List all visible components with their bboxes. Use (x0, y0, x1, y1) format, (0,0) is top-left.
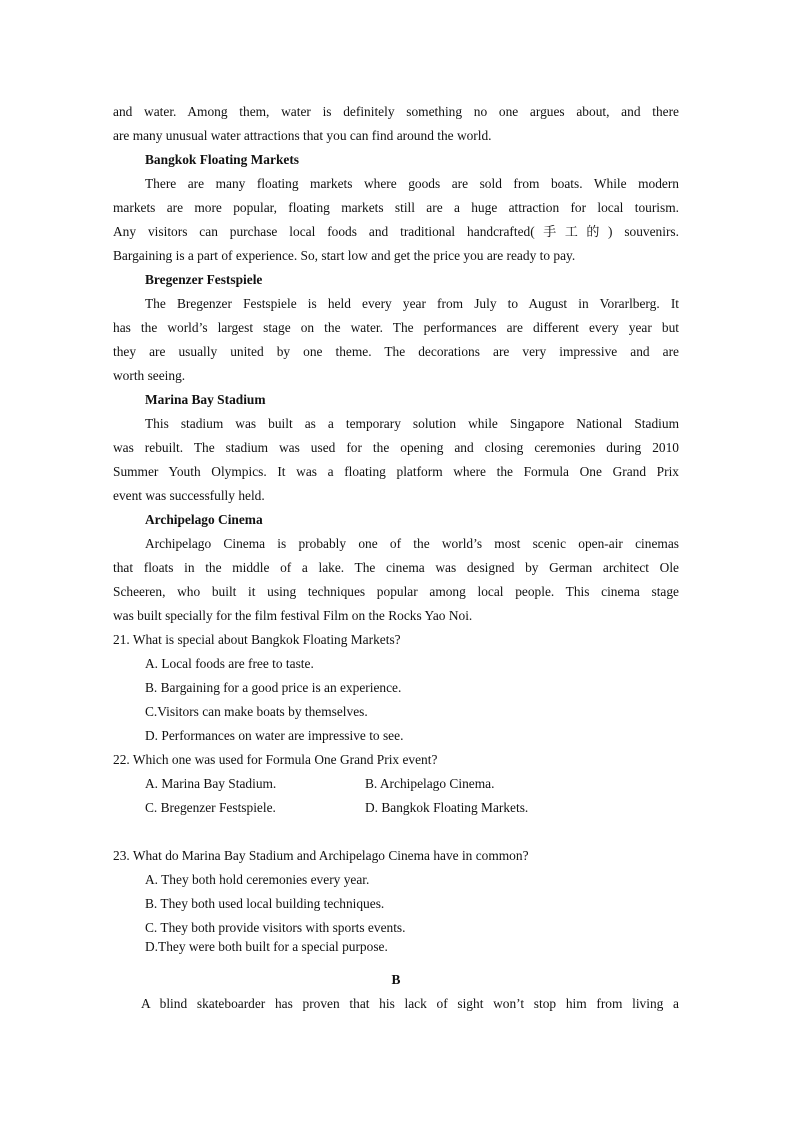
bregenzer-line-1: The Bregenzer Festspiele is held every year from July to August in Vorarlberg. It (145, 296, 679, 311)
bangkok-line-1: There are many floating markets where goods are sold from boats. While modern (145, 176, 679, 191)
bangkok-line-2: markets are more popular, floating markets still are a huge attraction for local tourism. (113, 200, 679, 215)
part-b-line-1: A blind skateboarder has proven that his lack of sight won’t stop him from living a (141, 996, 679, 1011)
chinese-gloss: 手工的 (534, 225, 608, 240)
bregenzer-line-3: they are usually united by one theme. The decorations are very impressive and are (113, 344, 679, 359)
bregenzer-line-4: worth seeing. (113, 368, 186, 383)
section-title-bangkok: Bangkok Floating Markets (145, 152, 300, 167)
question-21-option-d: D. Performances on water are impressive to see. (145, 728, 404, 743)
question-23-stem: 23. What do Marina Bay Stadium and Archipelago Cinema have in common? (113, 848, 529, 863)
question-23-option-c: C. They both provide visitors with sports events. (145, 920, 406, 935)
question-22-row-1 (113, 772, 679, 796)
intro-line-2: are many unusual water attractions that you can find around the world. (113, 128, 492, 143)
question-22-row-2 (113, 796, 679, 820)
marina-line-4: event was successfully held. (113, 488, 265, 503)
marina-line-1: This stadium was built as a temporary solution while Singapore National Stadium (145, 416, 679, 431)
bangkok-line-3-a: Any visitors can purchase local foods and traditional handcrafted( (113, 224, 535, 239)
section-title-archipelago: Archipelago Cinema (145, 512, 263, 527)
marina-line-2: was rebuilt. The stadium was used for the opening and closing ceremonies during 2010 (113, 440, 679, 455)
question-23-option-b: B. They both used local building techniques. (145, 896, 385, 911)
question-23-option-d: D.They were both built for a special purpose. (145, 939, 388, 954)
bangkok-line-3-b: ) souvenirs. (607, 224, 679, 239)
archipelago-line-4: was built specially for the film festival Film on the Rocks Yao Noi. (113, 608, 473, 623)
question-22-stem: 22. Which one was used for Formula One Grand Prix event? (113, 752, 438, 767)
question-21-option-b: B. Bargaining for a good price is an experience. (145, 680, 402, 695)
intro-line-1: and water. Among them, water is definitely something no one argues about, and there (113, 104, 679, 119)
archipelago-line-3: Scheeren, who built it using techniques popular among local people. This cinema stage (113, 584, 679, 599)
section-title-bregenzer: Bregenzer Festspiele (145, 272, 263, 287)
question-21-option-c: C.Visitors can make boats by themselves. (145, 704, 368, 719)
question-21-option-a: A. Local foods are free to taste. (145, 656, 314, 671)
part-b-heading: B (391, 972, 401, 987)
section-title-marina: Marina Bay Stadium (145, 392, 266, 407)
archipelago-line-1: Archipelago Cinema is probably one of the world’s most scenic open-air cinemas (145, 536, 679, 551)
marina-line-3: Summer Youth Olympics. It was a floating platform where the Formula One Grand Prix (113, 464, 679, 479)
question-22-option-c: C. Bregenzer Festspiele. (145, 800, 276, 815)
question-23-option-a: A. They both hold ceremonies every year. (145, 872, 370, 887)
bangkok-line-4: Bargaining is a part of experience. So, start low and get the price you are ready to pay. (113, 248, 576, 263)
question-22-option-d: D. Bangkok Floating Markets. (365, 800, 529, 815)
bregenzer-line-2: has the world’s largest stage on the water. The performances are different every year but (113, 320, 679, 335)
question-21-stem: 21. What is special about Bangkok Floating Markets? (113, 632, 401, 647)
question-22-option-a: A. Marina Bay Stadium. (145, 776, 277, 791)
bangkok-line-3 (113, 220, 679, 244)
question-22-option-b: B. Archipelago Cinema. (365, 776, 495, 791)
archipelago-line-2: that floats in the middle of a lake. The cinema was designed by German architect Ole (113, 560, 679, 575)
